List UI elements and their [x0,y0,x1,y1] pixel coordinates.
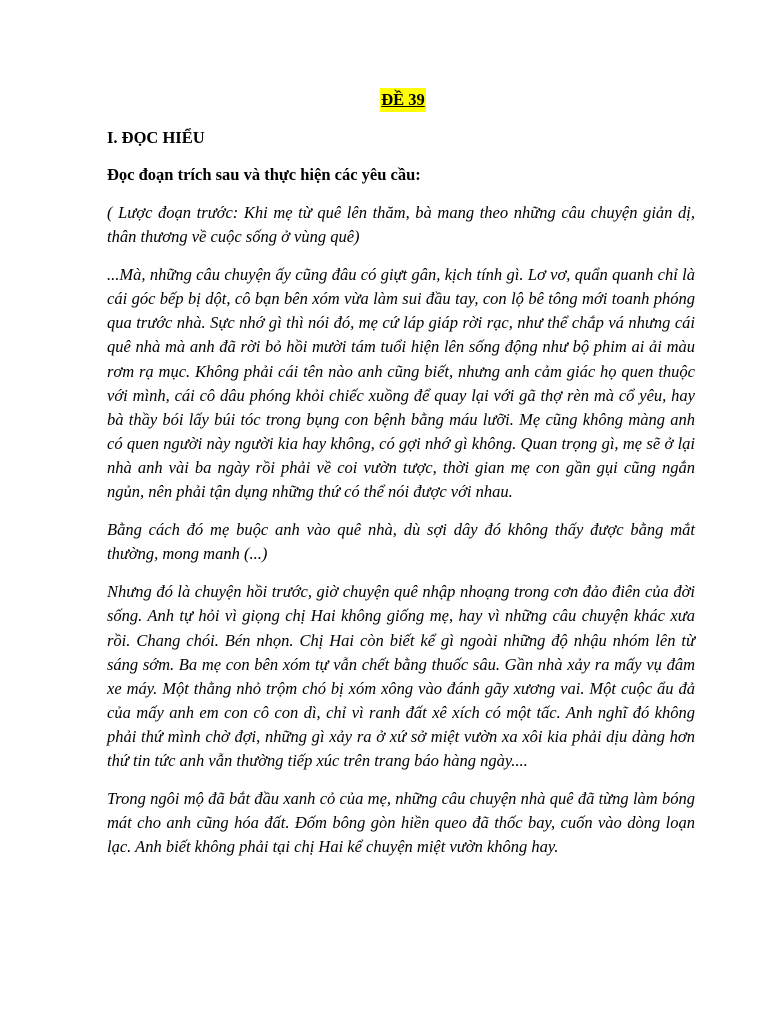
section-heading: I. ĐỌC HIỂU [107,128,205,147]
instruction-text: Đọc đoạn trích sau và thực hiện các yêu cầu: [107,165,421,184]
paragraph-excerpt-3: Nhưng đó là chuyện hồi trước, giờ chuyện quê nhập nhoạng trong cơn đảo điên của đời sống. Anh tự hỏi vì giọng chị Hai không giống mẹ, hay vì những câu chuyện khác xưa rồi. Chang chói. Bén nhọn. Chị Hai còn biết kể gì ngoài những độ nhậu nhóm lên từ sáng sớm. Ba mẹ con bên xóm tự vẫn chết bằng thuốc sâu. Gần nhà xảy ra mấy vụ đâm xe máy. Một thằng nhỏ trộm chó bị xóm xông vào đánh gãy xương vai. Một cuộc ẩu đả của mấy anh em con cô con dì, chỉ vì ranh đất xê xích có một tấc. Anh nghĩ đó không phải thứ mình chờ đợi, những gì xảy ra ở xứ sở miệt vườn xa xôi kia phải dịu dàng hơn thứ tin tức anh vẫn thường tiếp xúc trên trang báo hàng ngày.... [107,582,695,770]
paragraph-excerpt-4: Trong ngôi mộ đã bắt đầu xanh cỏ của mẹ, những câu chuyện nhà quê đã từng làm bóng mát cho anh cũng hóa đất. Đốm bông gòn hiền queo đã thốc bay, cuốn vào dòng loạn lạc. Anh biết không phải tại chị Hai kể chuyện miệt vườn không hay. [107,789,695,857]
title-row [111,88,695,118]
paragraph-summary: ( Lược đoạn trước: Khi mẹ từ quê lên thăm, bà mang theo những câu chuyện giản dị, thân thương về cuộc sống ở vùng quê) [107,203,695,247]
paragraph-excerpt-1: ...Mà, những câu chuyện ấy cũng đâu có giựt gân, kịch tính gì. Lơ vơ, quẩn quanh chỉ là cái góc bếp bị dột, cô bạn bên xóm vừa làm sui đầu tay, con lộ bê tông mới toanh phóng qua trước nhà. Sực nhớ gì thì nói đó, mẹ cứ láp giáp rời rạc, như thể chắp vá nhưng cái quê nhà mà anh đã rời bỏ hồi mười tám tuổi hiện lên sống động như bộ phim ai ải màu rơm rạ mục. Không phải cái tên nào anh cũng biết, nhưng anh cảm giác họ quen thuộc với mình, cái cô dâu phóng khỏi chiếc xuồng để quay lại với gã thợ rèn mà cổ yêu, hay bà thầy bói lấy búi tóc trong bụng con bệnh bằng máu lưỡi. Mẹ cũng không màng anh có quen người này người kia hay không, có gợi nhớ gì không. Quan trọng gì, mẹ sẽ ở lại nhà anh vài ba ngày rồi phải về coi vườn tược, thời gian mẹ con gần gụi cũng ngắn ngủn, nên phải tận dụng những thứ có thể nói được với nhau. [107,265,695,502]
exam-title: ĐỀ 39 [380,88,426,112]
paragraph-excerpt-2: Bằng cách đó mẹ buộc anh vào quê nhà, dù sợi dây đó không thấy được bằng mắt thường, mong manh (...) [107,520,695,564]
document-page [107,88,695,859]
